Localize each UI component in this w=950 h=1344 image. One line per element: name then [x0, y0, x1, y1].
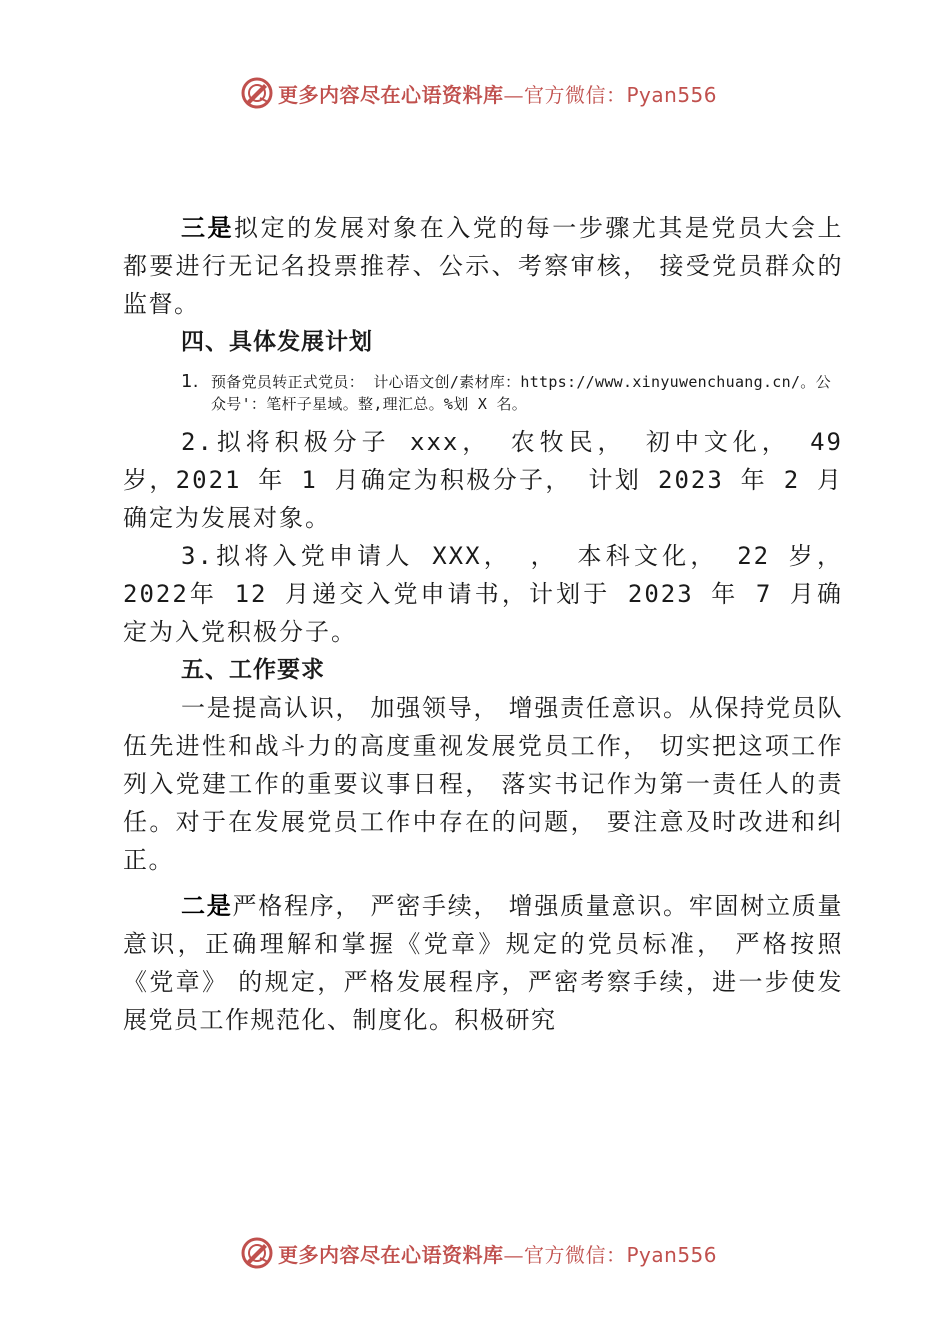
watermark-separator: — [503, 82, 524, 107]
document-body [123, 209, 843, 1039]
watermark-brand: 更多内容尽在心语资料库 [278, 1242, 504, 1267]
watermark-banner-top [240, 73, 740, 113]
plan-item-3: 3.拟将入党申请人 XXX， ， 本科文化， 22 岁， 2022年 12 月递交入党申请书，计划于 2023 年 7 月确定为入党积极分子。 [123, 542, 843, 646]
brand-logo-icon [240, 1236, 274, 1270]
paragraph-three: 三是拟定的发展对象在入党的每一步骤尤其是党员大会上都要进行无记名投票推荐、公示、考察审核， 接受党员群众的监督。 [123, 214, 844, 318]
plan-item-1-number: 1. [181, 371, 199, 392]
plan-item-1-text: 预备党员转正式党员： 计心语文创/素材库：https://www.xinyuwenchuang.cn/。公众号'：笔杆子星域。整,理汇总。%划 X 名。 [211, 373, 831, 413]
requirement-two-lead: 二是 [181, 892, 233, 920]
plan-item-1 [123, 371, 843, 415]
watermark-contact: 官方微信： [524, 1242, 627, 1267]
watermark-wechat-id: Pyan556 [626, 1242, 718, 1267]
section-heading-four: 四、具体发展计划 [181, 329, 373, 355]
requirement-one: 一是提高认识， 加强领导， 增强责任意识。从保持党员队伍先进性和战斗力的高度重视发展党员工作， 切实把这项工作列入党建工作的重要议事日程， 落实书记作为第一责任人的责任。对于在发展党员工作中存在的问题， 要注意及时改进和纠正。 [123, 694, 843, 874]
requirement-two: 二是严格程序， 严密手续， 增强质量意识。牢固树立质量意识，正确理解和掌握《党章》规定的党员标准， 严格按照《党章》 的规定，严格发展程序，严密考察手续，进一步使发展党员工作规范化、制度化。积极研究 [123, 892, 843, 1034]
section-heading-five: 五、工作要求 [181, 657, 325, 683]
brand-logo-icon [240, 76, 274, 110]
watermark-contact: 官方微信： [524, 82, 627, 107]
watermark-wechat-id: Pyan556 [626, 82, 718, 107]
watermark-brand: 更多内容尽在心语资料库 [278, 82, 504, 107]
plan-item-2: 2.拟将积极分子 xxx， 农牧民， 初中文化， 49 岁，2021 年 1 月确定为积极分子， 计划 2023 年 2 月确定为发展对象。 [123, 428, 843, 532]
paragraph-three-lead: 三是 [181, 214, 235, 242]
watermark-banner-bottom [240, 1233, 740, 1273]
watermark-separator: — [503, 1242, 524, 1267]
